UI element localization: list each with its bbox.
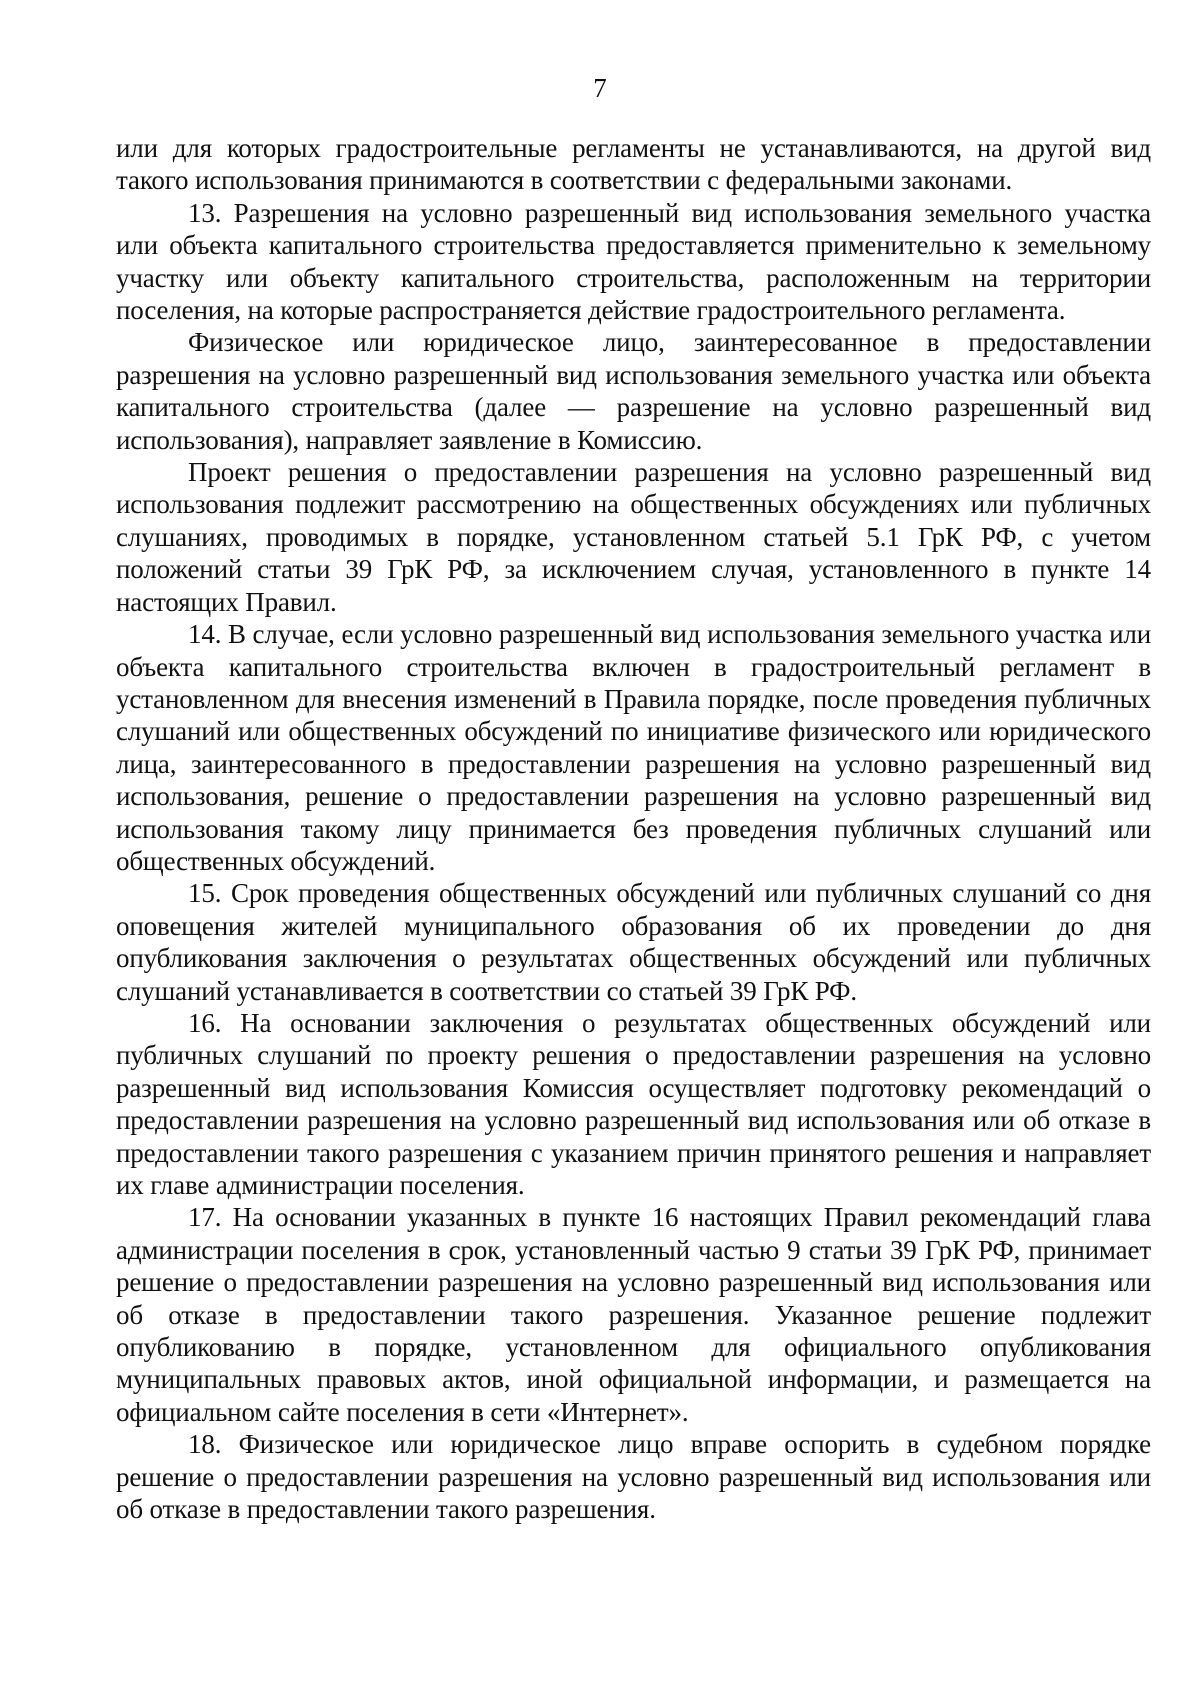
page-number: 7 (593, 73, 607, 103)
paragraph-continuation: или для которых градостроительные регламенты не устанавливаются, на другой вид такого использования принимаются в соответствии с федеральными законами. (116, 133, 1151, 196)
paragraph-draft-decision: Проект решения о предоставлении разрешения на условно разрешенный вид использования подлежит рассмотрению на общественных обсуждениях или публичных слушаниях, проводимых в порядке, установленном статьей 5.1 ГрК РФ, с учетом положений статьи 39 ГрК РФ, за исключением случая, установленного в пункте 14 настоящих Правил. (116, 457, 1151, 617)
document-body (116, 132, 1151, 1525)
paragraph-item-16: 16. На основании заключения о результатах общественных обсуждений или публичных слушаний по проекту решения о предоставлении разрешения на условно разрешенный вид использования Комиссия осуществляет подготовку рекомендаций о предоставлении разрешения на условно разрешенный вид использования или об отказе в предоставлении такого разрешения с указанием причин принятого решения и направляет их главе администрации поселения. (116, 1007, 1151, 1200)
paragraph-item-13: 13. Разрешения на условно разрешенный вид использования земельного участка или объекта капитального строительства предоставляется применительно к земельному участку или объекту капитального строительства, расположенным на территории поселения, на которые распространяется действие градостроительного регламента. (116, 197, 1151, 326)
paragraph-applicant: Физическое или юридическое лицо, заинтересованное в предоставлении разрешения на условно разрешенный вид использования земельного участка или объекта капитального строительства (далее — разрешение на условно разрешенный вид использования), направляет заявление в Комиссию. (116, 327, 1151, 455)
paragraph-item-14: 14. В случае, если условно разрешенный вид использования земельного участка или объекта капитального строительства включен в градостроительный регламент в установленном для внесения изменений в Правила порядке, после проведения публичных слушаний или общественных обсуждений по инициативе физического или юридического лица, заинтересованного в предоставлении разрешения на условно разрешенный вид использования, решение о предоставлении разрешения на условно разрешенный вид использования такому лицу принимается без проведения публичных слушаний или общественных обсуждений. (116, 619, 1151, 876)
paragraph-item-17: 17. На основании указанных в пункте 16 настоящих Правил рекомендаций глава администрации поселения в срок, установленный частью 9 статьи 39 ГрК РФ, принимает решение о предоставлении разрешения на условно разрешенный вид использования или об отказе в предоставлении такого разрешения. Указанное решение подлежит опубликованию в порядке, установленном для официального опубликования муниципальных правовых актов, иной официальной информации, и размещается на официальном сайте поселения в сети «Интернет». (116, 1202, 1151, 1427)
paragraph-item-15: 15. Срок проведения общественных обсуждений или публичных слушаний со дня оповещения жителей муниципального образования об их проведении до дня опубликования заключения о результатах общественных обсуждений или публичных слушаний устанавливается в соответствии со статьей 39 ГрК РФ. (116, 878, 1151, 1006)
paragraph-item-18: 18. Физическое или юридическое лицо вправе оспорить в судебном порядке решение о предоставлении разрешения на условно разрешенный вид использования или об отказе в предоставлении такого разрешения. (116, 1429, 1151, 1525)
